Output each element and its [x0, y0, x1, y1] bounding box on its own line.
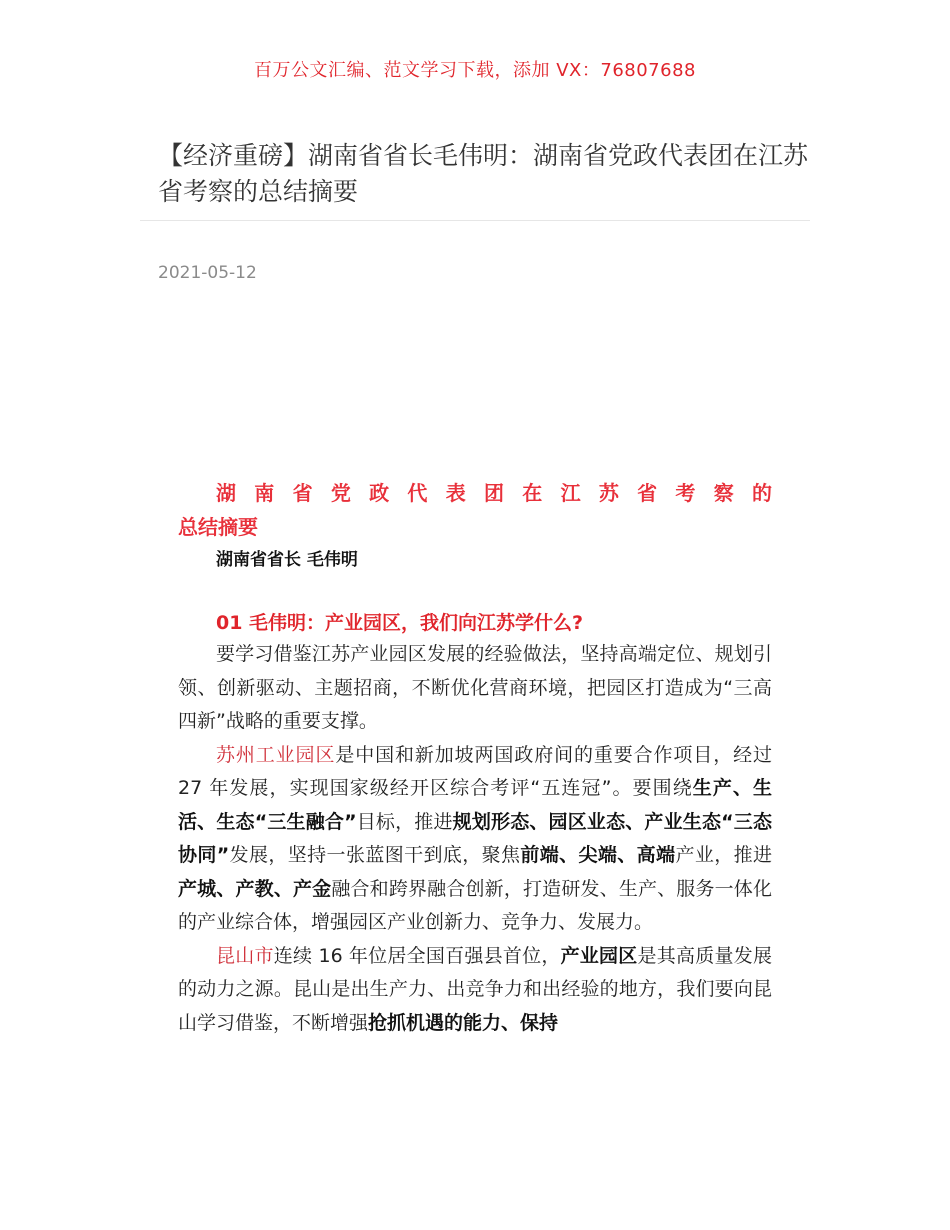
- promo-banner: 百万公文汇编、范文学习下载，添加 VX：76807688: [254, 60, 696, 81]
- text-span: 是中国和新加坡两国政府间的重要合作项目，经过 27 年发展，实现国家级经开区综合考评“五连冠”。要围绕: [178, 743, 772, 799]
- text-span: 产业，推进: [675, 844, 772, 866]
- section-heading: 01 毛伟明：产业园区，我们向江苏学什么?: [216, 612, 584, 634]
- publish-date: 2021-05-12: [158, 263, 257, 283]
- document-title-line1: 湖南省党政代表团在江苏省考察的: [216, 481, 772, 505]
- place-name-kunshan: 昆山市: [216, 944, 274, 967]
- paragraph-intro: 要学习借鉴江苏产业园区发展的经验做法，坚持高端定位、规划引领、创新驱动、主题招商，不断优化营商环境，把园区打造成为“三高四新”战略的重要支撑。: [178, 643, 772, 732]
- author-line: 湖南省省长 毛伟明: [216, 550, 358, 570]
- text-span: 发展，坚持一张蓝图干到底，聚焦: [229, 844, 521, 866]
- document-title: [178, 476, 772, 544]
- text-span: 连续 16 年位居全国百强县首位，: [273, 944, 561, 967]
- document-title-line2: 总结摘要: [178, 515, 258, 539]
- emphasis-text: 生产、生活、生态“三生融合”: [178, 777, 772, 833]
- emphasis-text: 规划形态、园区业态、产业生态“三态协同”: [178, 810, 772, 866]
- emphasis-text: 前端、尖端、高端: [520, 844, 676, 866]
- emphasis-text: 产业园区: [560, 944, 638, 967]
- text-span: 是其高质量发展的动力之源。昆山是出生产力、出竞争力和出经验的地方，我们要向昆山学习借鉴，不断增强: [178, 944, 772, 1034]
- paragraph-kunshan: [178, 940, 772, 1041]
- paragraph-suzhou: [178, 739, 772, 940]
- text-span: 融合和跨界融合创新，打造研发、生产、服务一体化的产业综合体，增强园区产业创新力、竞争力、发展力。: [178, 877, 772, 933]
- article-body: [178, 476, 772, 1040]
- title-divider: [140, 220, 810, 221]
- place-name-suzhou: 苏州工业园区: [216, 743, 336, 766]
- article-title: 【经济重磅】湖南省省长毛伟明：湖南省党政代表团在江苏省考察的总结摘要: [158, 141, 809, 206]
- emphasis-text: 产城、产教、产金: [178, 877, 332, 900]
- emphasis-text: 抢抓机遇的能力、保持: [368, 1011, 559, 1034]
- text-span: 目标，推进: [356, 810, 453, 833]
